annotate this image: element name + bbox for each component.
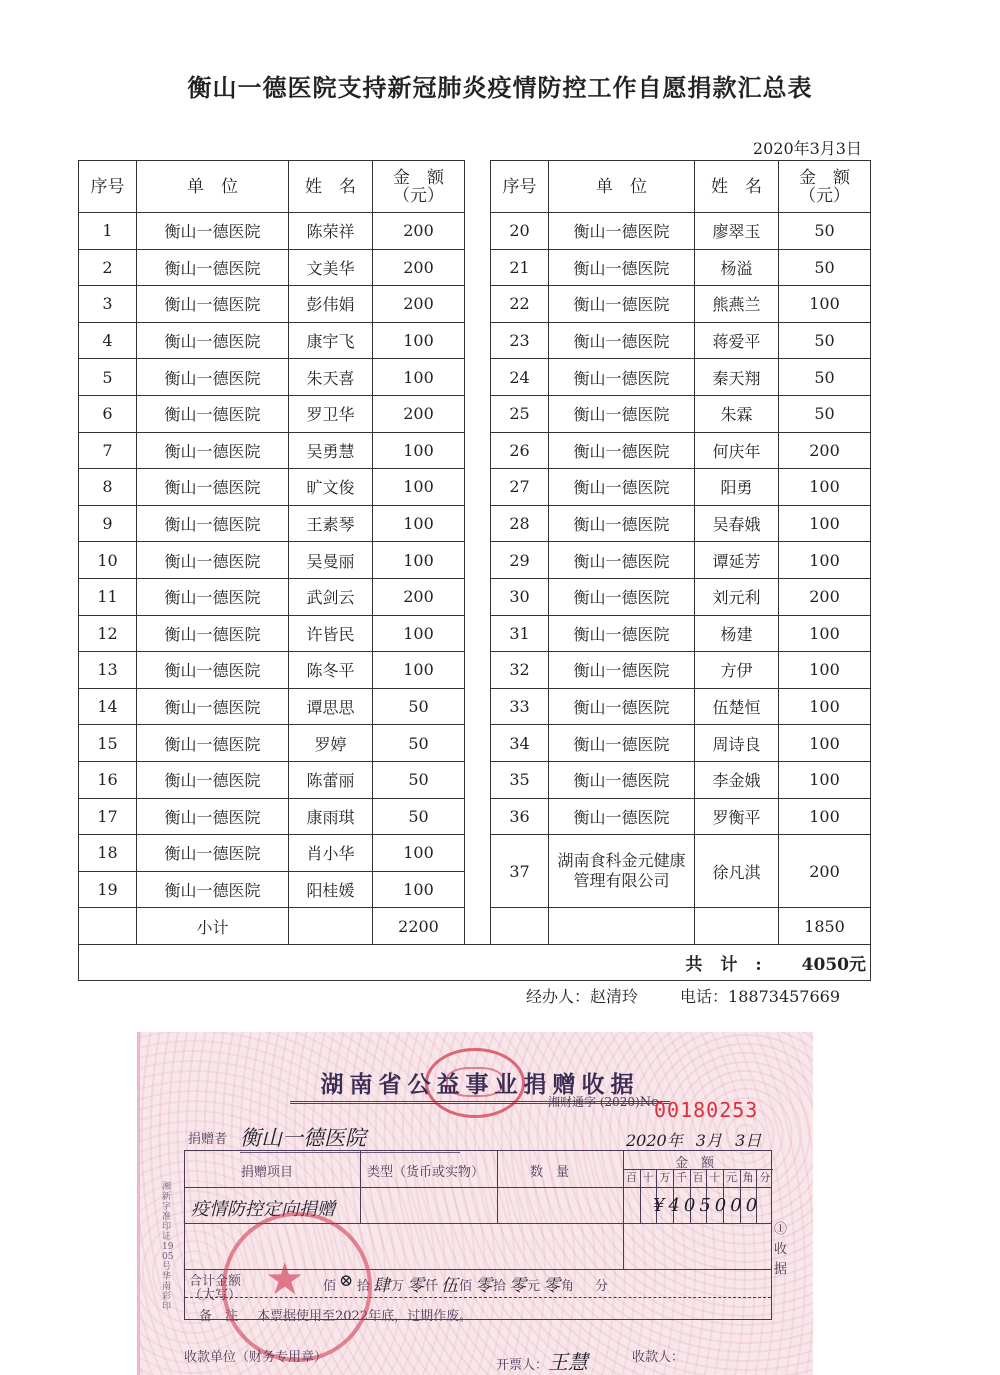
row-seq-right: 34 xyxy=(491,725,549,762)
row-amount: 50 xyxy=(373,725,465,762)
row-amount: 200 xyxy=(373,286,465,323)
row-unit: 衡山一德医院 xyxy=(137,213,289,250)
document-date: 2020年3月3日 xyxy=(752,139,862,158)
amount-value: ¥405000 xyxy=(653,1195,762,1216)
row-seq: 15 xyxy=(79,725,137,762)
note-label: 备 注 xyxy=(199,1309,239,1324)
receipt-code xyxy=(548,1096,659,1109)
row-amount-right: 100 xyxy=(779,542,871,579)
table-row xyxy=(79,798,871,835)
row-amount-right: 100 xyxy=(779,469,871,506)
row-amount: 100 xyxy=(373,322,465,359)
table-row xyxy=(79,359,871,396)
row-seq: 7 xyxy=(79,432,137,469)
header-amount-right-line1: 金 额 xyxy=(799,167,850,188)
digit-label: 万 xyxy=(659,1171,671,1184)
column-gap xyxy=(465,578,491,615)
row-seq-right: 27 xyxy=(491,469,549,506)
table-row xyxy=(79,578,871,615)
total-word-unit: 仟 xyxy=(425,1279,439,1294)
row-unit-right: 衡山一德医院 xyxy=(549,395,695,432)
row-name-right: 周诗良 xyxy=(695,725,779,762)
row-name: 陈冬平 xyxy=(289,652,373,689)
row-amount: 50 xyxy=(373,798,465,835)
total-word-unit: 拾 xyxy=(493,1279,507,1294)
row-name: 康宇飞 xyxy=(289,322,373,359)
row-amount: 100 xyxy=(373,505,465,542)
header-amount-line1: 金 额 xyxy=(393,167,444,188)
row-unit: 衡山一德医院 xyxy=(137,688,289,725)
total-value: 4050元 xyxy=(801,955,866,976)
row-seq: 10 xyxy=(79,542,137,579)
phone-number: 18873457669 xyxy=(728,987,841,1006)
header-unit-right: 单 位 xyxy=(549,161,695,213)
col-type-label: 类型（货币或实物） xyxy=(367,1165,485,1180)
row-amount-right: 100 xyxy=(779,761,871,798)
digit-label: 百 xyxy=(692,1171,704,1184)
row-unit: 衡山一德医院 xyxy=(137,542,289,579)
table-header-row xyxy=(79,161,871,213)
donation-receipt xyxy=(137,1032,813,1375)
column-gap xyxy=(465,469,491,506)
row-name-right: 谭延芳 xyxy=(695,542,779,579)
total-word-unit: 分 xyxy=(595,1279,609,1294)
row-unit-right: 衡山一德医院 xyxy=(549,652,695,689)
subtotal-row xyxy=(79,908,871,945)
row-unit-right: 衡山一德医院 xyxy=(549,688,695,725)
row-unit-right: 衡山一德医院 xyxy=(549,505,695,542)
row-seq-right: 20 xyxy=(491,213,549,250)
row-unit-right: 衡山一德医院 xyxy=(549,542,695,579)
row-name-right: 廖翠玉 xyxy=(695,213,779,250)
receipt-title: 湖南省公益事业捐赠收据 xyxy=(290,1066,670,1104)
row-amount-right: 100 xyxy=(779,505,871,542)
row-amount: 50 xyxy=(373,761,465,798)
row-amount-right: 50 xyxy=(779,213,871,250)
table-row xyxy=(79,688,871,725)
digit-label: 十 xyxy=(709,1171,721,1184)
row-seq-right: 31 xyxy=(491,615,549,652)
column-gap xyxy=(465,835,491,872)
handler-label: 经办人： xyxy=(526,987,591,1006)
row-amount: 100 xyxy=(373,615,465,652)
row-amount: 100 xyxy=(373,432,465,469)
row-seq: 9 xyxy=(79,505,137,542)
row-amount: 100 xyxy=(373,469,465,506)
row-name-right: 朱霖 xyxy=(695,395,779,432)
row-name: 肖小华 xyxy=(289,835,373,872)
row-unit: 衡山一德医院 xyxy=(137,798,289,835)
row-unit-right: 衡山一德医院 xyxy=(549,322,695,359)
row-unit: 衡山一德医院 xyxy=(137,359,289,396)
row-unit: 衡山一德医院 xyxy=(137,578,289,615)
row-amount-right: 200 xyxy=(779,578,871,615)
col-item-label: 捐赠项目 xyxy=(241,1165,294,1180)
total-word-unit: 佰 xyxy=(459,1279,473,1294)
print-permit-text: 湘新字准印证1905号 华南彩印 xyxy=(162,1182,174,1312)
row-seq: 8 xyxy=(79,469,137,506)
header-amount-line2: （元） xyxy=(393,185,444,206)
row-name: 陈荣祥 xyxy=(289,213,373,250)
total-word-hand: 肆 xyxy=(373,1276,390,1296)
header-unit: 单 位 xyxy=(137,161,289,213)
total-word-unit: 万 xyxy=(391,1279,405,1294)
row-name-right: 秦天翔 xyxy=(695,359,779,396)
row-name: 陈蕾丽 xyxy=(289,761,373,798)
column-gap xyxy=(465,688,491,725)
total-word-hand: ⊗ xyxy=(339,1271,354,1291)
donor-name: 衡山一德医院 xyxy=(240,1122,460,1153)
row-amount-right: 100 xyxy=(779,652,871,689)
row-seq-right: 24 xyxy=(491,359,549,396)
row-amount: 100 xyxy=(373,871,465,908)
row-name-right: 伍楚恒 xyxy=(695,688,779,725)
row-name: 吴曼丽 xyxy=(289,542,373,579)
column-gap xyxy=(465,871,491,908)
header-name-right: 姓 名 xyxy=(695,161,779,213)
receipt-code-label: 湘财通字 xyxy=(548,1095,597,1109)
row-seq-right: 37 xyxy=(491,835,549,908)
row-seq: 19 xyxy=(79,871,137,908)
row-unit-right: 湖南食科金元健康管理有限公司 xyxy=(549,835,695,908)
row-name: 许皆民 xyxy=(289,615,373,652)
row-name: 阳桂媛 xyxy=(289,871,373,908)
row-amount: 200 xyxy=(373,578,465,615)
digit-label: 百 xyxy=(626,1171,637,1184)
row-amount: 100 xyxy=(373,835,465,872)
row-amount-right: 100 xyxy=(779,688,871,725)
column-gap xyxy=(465,798,491,835)
total-word-hand: 零 xyxy=(543,1276,560,1296)
item-value: 疫情防控定向捐赠 xyxy=(191,1199,335,1220)
digit-label: 角 xyxy=(742,1171,754,1184)
col-qty-label: 数 量 xyxy=(530,1165,570,1180)
receiver-unit-label: 收款单位（财务专用章） xyxy=(184,1350,328,1365)
row-seq-right: 36 xyxy=(491,798,549,835)
total-label: 共计: xyxy=(685,955,780,976)
row-amount-right: 50 xyxy=(779,395,871,432)
row-seq: 2 xyxy=(79,249,137,286)
row-unit: 衡山一德医院 xyxy=(137,505,289,542)
row-unit: 衡山一德医院 xyxy=(137,322,289,359)
row-name: 朱天喜 xyxy=(289,359,373,396)
row-amount-right: 200 xyxy=(779,432,871,469)
row-name-right: 杨溢 xyxy=(695,249,779,286)
row-name-right: 熊燕兰 xyxy=(695,286,779,323)
row-amount-right: 50 xyxy=(779,322,871,359)
row-seq: 18 xyxy=(79,835,137,872)
total-word-hand: 伍 xyxy=(441,1276,458,1296)
table-row xyxy=(79,652,871,689)
total-word-hand: 零 xyxy=(475,1276,492,1296)
table-row xyxy=(79,249,871,286)
issuer xyxy=(496,1346,588,1375)
row-name-right: 徐凡淇 xyxy=(695,835,779,908)
row-seq-right: 25 xyxy=(491,395,549,432)
row-name-right: 李金娥 xyxy=(695,761,779,798)
row-unit-right: 衡山一德医院 xyxy=(549,615,695,652)
row-unit-right: 衡山一德医院 xyxy=(549,798,695,835)
row-seq: 1 xyxy=(79,213,137,250)
row-unit: 衡山一德医院 xyxy=(137,286,289,323)
issuer-signature: 王慧 xyxy=(548,1350,589,1374)
donations-table xyxy=(78,160,871,981)
column-gap xyxy=(465,432,491,469)
row-seq: 14 xyxy=(79,688,137,725)
row-seq-right: 23 xyxy=(491,322,549,359)
total-word-hand: 零 xyxy=(407,1276,424,1296)
row-seq-right: 28 xyxy=(491,505,549,542)
column-gap xyxy=(465,395,491,432)
row-unit-right: 衡山一德医院 xyxy=(549,286,695,323)
row-amount: 100 xyxy=(373,542,465,579)
total-word-unit: 佰 xyxy=(323,1279,337,1294)
digit-label: 千 xyxy=(676,1171,687,1184)
row-seq-right: 30 xyxy=(491,578,549,615)
row-seq-right: 21 xyxy=(491,249,549,286)
column-gap xyxy=(465,359,491,396)
col-amount-label: 金 额 xyxy=(675,1156,715,1171)
row-amount-right: 100 xyxy=(779,725,871,762)
table-row xyxy=(79,432,871,469)
row-name: 文美华 xyxy=(289,249,373,286)
total-amount-label-main: 合计金额 xyxy=(189,1274,242,1289)
row-amount-right: 100 xyxy=(779,286,871,323)
row-unit: 衡山一德医院 xyxy=(137,432,289,469)
donor-label: 捐赠者 xyxy=(188,1132,228,1147)
row-unit-right: 衡山一德医院 xyxy=(549,432,695,469)
row-unit-right: 衡山一德医院 xyxy=(549,725,695,762)
handler-line xyxy=(526,984,840,1007)
issuer-label: 开票人： xyxy=(496,1358,549,1373)
row-name: 彭伟娟 xyxy=(289,286,373,323)
row-name: 罗卫华 xyxy=(289,395,373,432)
row-unit: 衡山一德医院 xyxy=(137,725,289,762)
row-seq-right: 22 xyxy=(491,286,549,323)
row-seq: 6 xyxy=(79,395,137,432)
table-row xyxy=(79,761,871,798)
row-name: 康雨琪 xyxy=(289,798,373,835)
row-name: 王素琴 xyxy=(289,505,373,542)
row-unit: 衡山一德医院 xyxy=(137,652,289,689)
row-name-right: 吴春娥 xyxy=(695,505,779,542)
row-seq: 12 xyxy=(79,615,137,652)
row-seq-right: 26 xyxy=(491,432,549,469)
header-name: 姓 名 xyxy=(289,161,373,213)
row-name-right: 方伊 xyxy=(695,652,779,689)
row-amount: 200 xyxy=(373,213,465,250)
row-unit-right: 衡山一德医院 xyxy=(549,213,695,250)
row-unit-right: 衡山一德医院 xyxy=(549,578,695,615)
column-gap xyxy=(465,505,491,542)
column-gap xyxy=(465,249,491,286)
receipt-date: 2020年 3月 3日 xyxy=(626,1131,762,1150)
row-unit: 衡山一德医院 xyxy=(137,761,289,798)
column-gap xyxy=(465,213,491,250)
row-amount-right: 200 xyxy=(779,835,871,908)
row-amount: 100 xyxy=(373,652,465,689)
row-name-right: 罗衡平 xyxy=(695,798,779,835)
row-name: 谭思思 xyxy=(289,688,373,725)
payee-label: 收款人： xyxy=(632,1350,685,1365)
receipt-no-label: No xyxy=(639,1095,659,1110)
table-row xyxy=(79,286,871,323)
row-name-right: 刘元利 xyxy=(695,578,779,615)
column-gap xyxy=(465,652,491,689)
row-seq: 13 xyxy=(79,652,137,689)
row-name-right: 何庆年 xyxy=(695,432,779,469)
row-unit: 衡山一德医院 xyxy=(137,615,289,652)
row-amount-right: 100 xyxy=(779,798,871,835)
star-icon: ★ xyxy=(265,1254,305,1305)
row-unit: 衡山一德医院 xyxy=(137,871,289,908)
subtotal-label: 小计 xyxy=(137,908,289,945)
row-amount-right: 100 xyxy=(779,615,871,652)
total-word-unit: 角 xyxy=(561,1279,575,1294)
table-row xyxy=(79,542,871,579)
total-amount-label-sub: （大写） xyxy=(189,1288,242,1303)
table-row xyxy=(79,213,871,250)
row-amount-right: 50 xyxy=(779,249,871,286)
row-amount-right: 50 xyxy=(779,359,871,396)
row-seq-right: 32 xyxy=(491,652,549,689)
total-word-hand: 零 xyxy=(509,1276,526,1296)
row-amount: 200 xyxy=(373,249,465,286)
handler-name: 赵清玲 xyxy=(590,987,639,1006)
table-row xyxy=(79,615,871,652)
row-seq: 16 xyxy=(79,761,137,798)
row-unit: 衡山一德医院 xyxy=(137,469,289,506)
total-word-unit: 拾 xyxy=(357,1279,371,1294)
row-unit-right: 衡山一德医院 xyxy=(549,359,695,396)
subtotal-right-amount: 1850 xyxy=(779,908,871,945)
table-row xyxy=(79,835,871,872)
table-row xyxy=(79,395,871,432)
total-row xyxy=(79,944,871,981)
table-row xyxy=(79,725,871,762)
row-seq-right: 29 xyxy=(491,542,549,579)
row-amount: 50 xyxy=(373,688,465,725)
digit-label: 十 xyxy=(642,1171,654,1184)
row-seq: 11 xyxy=(79,578,137,615)
row-seq-right: 33 xyxy=(491,688,549,725)
row-seq-right: 35 xyxy=(491,761,549,798)
row-amount: 100 xyxy=(373,359,465,396)
row-name: 吴勇慧 xyxy=(289,432,373,469)
column-gap xyxy=(465,322,491,359)
row-seq: 4 xyxy=(79,322,137,359)
row-seq: 17 xyxy=(79,798,137,835)
row-name-right: 蒋爱平 xyxy=(695,322,779,359)
receipt-code-year: (2020) xyxy=(599,1095,640,1109)
note-text: 本票据使用至2022年底，过期作废。 xyxy=(257,1309,473,1324)
row-unit: 衡山一德医院 xyxy=(137,835,289,872)
header-amount-right-line2: （元） xyxy=(799,185,850,206)
table-row xyxy=(79,322,871,359)
receipt-copy-label: ①收据 xyxy=(774,1222,788,1277)
row-unit-right: 衡山一德医院 xyxy=(549,761,695,798)
header-seq: 序号 xyxy=(79,161,137,213)
row-name: 武剑云 xyxy=(289,578,373,615)
table-row xyxy=(79,505,871,542)
table-row xyxy=(79,469,871,506)
row-name: 罗婷 xyxy=(289,725,373,762)
row-unit-right: 衡山一德医院 xyxy=(549,469,695,506)
row-unit-right: 衡山一德医院 xyxy=(549,249,695,286)
row-name: 旷文俊 xyxy=(289,469,373,506)
column-gap xyxy=(465,725,491,762)
column-gap xyxy=(465,542,491,579)
digit-label: 元 xyxy=(726,1171,737,1184)
header-amount xyxy=(373,161,465,213)
row-unit: 衡山一德医院 xyxy=(137,249,289,286)
column-gap xyxy=(465,761,491,798)
row-seq: 3 xyxy=(79,286,137,323)
total-word-unit: 元 xyxy=(527,1279,541,1294)
table-body xyxy=(79,213,871,908)
row-seq: 5 xyxy=(79,359,137,396)
row-name-right: 阳勇 xyxy=(695,469,779,506)
header-amount-right xyxy=(779,161,871,213)
document-title: 衡山一德医院支持新冠肺炎疫情防控工作自愿捐款汇总表 xyxy=(187,73,813,102)
row-unit: 衡山一德医院 xyxy=(137,395,289,432)
receipt-number: 00180253 xyxy=(654,1098,759,1122)
digit-label: 分 xyxy=(759,1171,771,1184)
column-gap xyxy=(465,286,491,323)
header-seq-right: 序号 xyxy=(491,161,549,213)
subtotal-left-amount: 2200 xyxy=(373,908,465,945)
row-name-right: 杨建 xyxy=(695,615,779,652)
phone-label: 电话： xyxy=(680,987,729,1006)
column-gap xyxy=(465,615,491,652)
row-amount: 200 xyxy=(373,395,465,432)
